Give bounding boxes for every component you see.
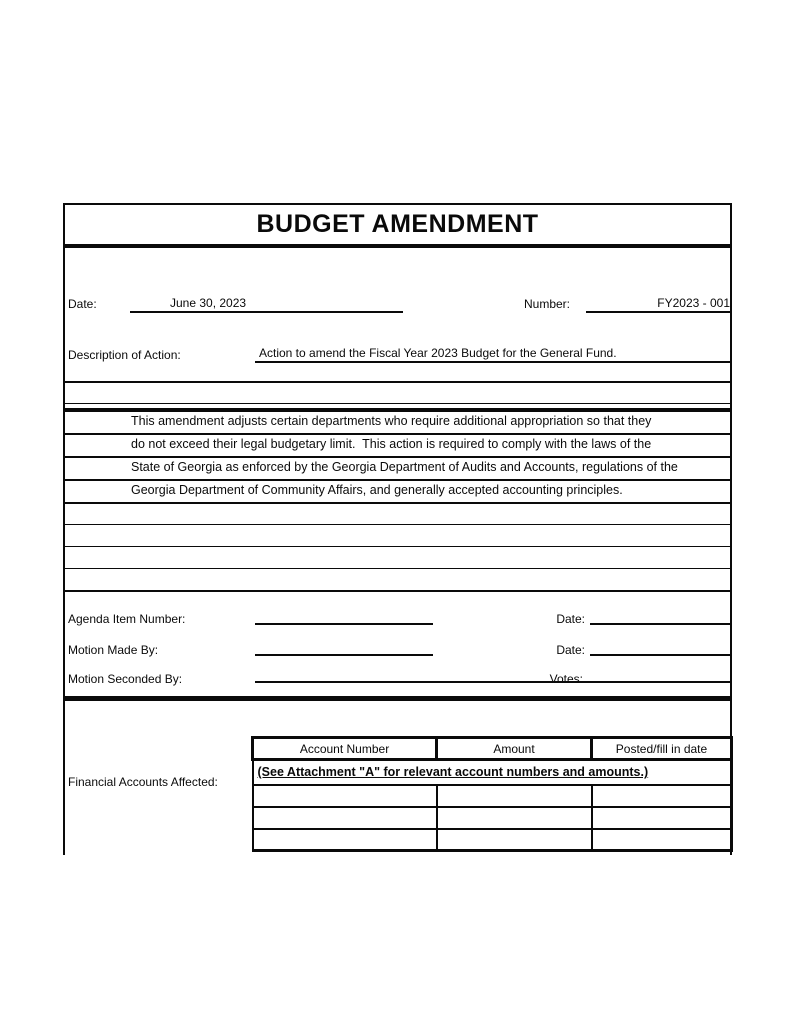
- table-cell-empty: [253, 807, 437, 829]
- table-cell-empty: [437, 785, 592, 807]
- form-title-bar: [65, 205, 730, 248]
- votes-label: Votes:: [549, 672, 583, 686]
- budget-amendment-form: [63, 203, 732, 855]
- attachment-note-row: [253, 760, 732, 785]
- amount-header: Amount: [437, 738, 592, 760]
- rule: [65, 403, 730, 404]
- account-number-header: Account Number: [253, 738, 437, 760]
- justification-line: do not exceed their legal budgetary limit. This action is required to comply with the laws of the: [131, 437, 652, 451]
- motion-made-by-label: Motion Made By:: [68, 643, 159, 657]
- rule: [65, 590, 730, 592]
- table-cell-empty: [253, 785, 437, 807]
- date-label: Date:: [68, 297, 97, 311]
- table-cell-empty: [592, 829, 732, 851]
- accounts-table: [251, 736, 733, 852]
- motion-seconded-by-label: Motion Seconded By:: [68, 672, 183, 686]
- rule: [65, 546, 730, 547]
- page-title: BUDGET AMENDMENT: [256, 210, 539, 238]
- justification-line: Georgia Department of Community Affairs, and generally accepted accounting principles.: [131, 483, 623, 497]
- description-field: Action to amend the Fiscal Year 2023 Budget for the General Fund.: [255, 345, 730, 363]
- motion-seconded-by-field: [255, 665, 730, 683]
- table-row: [253, 829, 732, 851]
- motion-made-by-field: [255, 638, 433, 656]
- table-cell-empty: [592, 785, 732, 807]
- agenda-date-label: Date:: [556, 612, 585, 626]
- motion-date-label: Date:: [556, 643, 585, 657]
- attachment-note: (See Attachment "A" for relevant account numbers and amounts.): [253, 760, 732, 785]
- justification-line: State of Georgia as enforced by the Georgia Department of Audits and Accounts, regulations of the: [131, 460, 678, 474]
- agenda-item-number-label: Agenda Item Number:: [68, 612, 186, 626]
- agenda-item-number-field: [255, 607, 433, 625]
- number-label: Number:: [523, 297, 570, 311]
- table-header-row: [253, 738, 732, 760]
- posted-date-header: Posted/fill in date: [592, 738, 732, 760]
- table-row: [253, 807, 732, 829]
- table-row: [253, 785, 732, 807]
- motion-date-field: [590, 638, 730, 656]
- agenda-date-field: [590, 607, 730, 625]
- table-cell-empty: [592, 807, 732, 829]
- justification-line: This amendment adjusts certain departments who require additional appropriation so that they: [131, 414, 652, 428]
- number-field: FY2023 - 001: [586, 295, 730, 313]
- rule: [65, 524, 730, 525]
- table-cell-empty: [437, 807, 592, 829]
- rule: [65, 568, 730, 569]
- table-cell-empty: [253, 829, 437, 851]
- table-cell-empty: [437, 829, 592, 851]
- date-field: June 30, 2023: [130, 295, 403, 313]
- rule: [65, 381, 730, 383]
- description-label: Description of Action:: [68, 348, 181, 362]
- rule: [65, 502, 730, 504]
- section-divider: [65, 696, 730, 701]
- financial-accounts-label: Financial Accounts Affected:: [68, 775, 218, 789]
